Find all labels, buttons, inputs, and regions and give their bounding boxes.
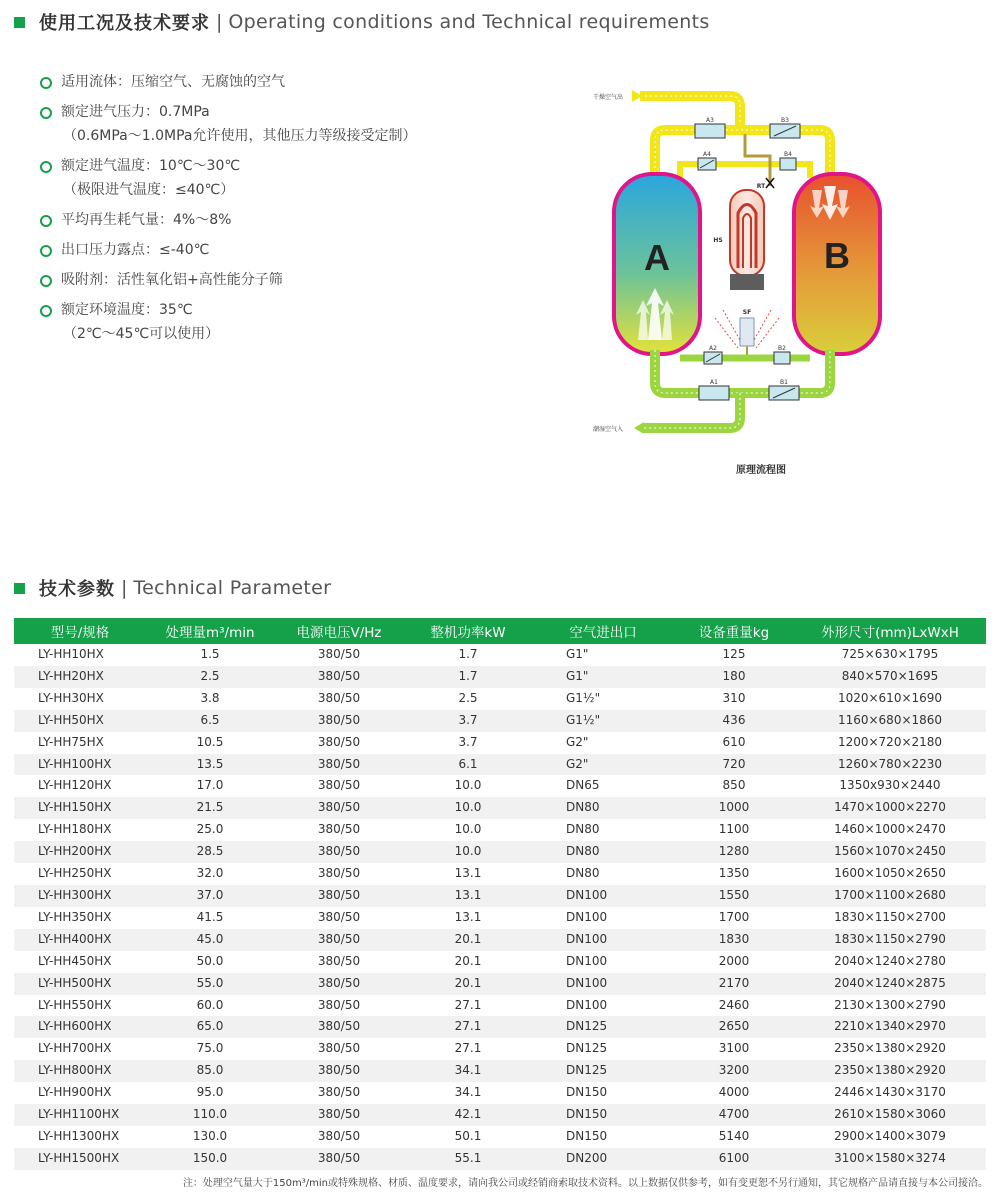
table-cell: 850	[722, 778, 746, 793]
circle-bullet-icon	[40, 161, 52, 173]
table-cell: 1830×1150×2700	[834, 909, 946, 924]
table-row	[14, 863, 986, 885]
table-cell: DN80	[566, 866, 600, 881]
footnote: 注：处理空气量大于150m³/min或特殊规格、材质、温度要求，请向我公司或经销商索取技术资料。以上数据仅供参考，如有变更恕不另行通知，其它规格产品请直接与本公司接洽。	[182, 1178, 988, 1189]
outlet-label: 干燥空气出	[592, 94, 624, 101]
table-cell: 380/50	[274, 1148, 404, 1170]
table-cell: 3200	[674, 1060, 794, 1082]
table-cell: 380/50	[317, 1041, 361, 1056]
column-header: 外形尺寸(mm)LxWxH	[794, 618, 986, 644]
condition-sub: （极限进气温度：≤40℃）	[63, 182, 235, 198]
table-cell: 2446×1430×3170	[834, 1085, 946, 1100]
table-cell: 2.5	[146, 666, 274, 688]
table-row	[14, 775, 986, 797]
heater	[713, 178, 774, 290]
condition-item	[40, 268, 560, 292]
table-cell: 380/50	[317, 997, 361, 1012]
table-row	[14, 1082, 986, 1104]
table-cell: DN150	[532, 1104, 674, 1126]
table-cell: 3100	[718, 1041, 750, 1056]
tower-b-label: B	[824, 235, 850, 276]
table-cell: 41.5	[196, 909, 224, 924]
table-cell: 380/50	[317, 778, 361, 793]
table-cell: 6.1	[404, 754, 532, 776]
table-cell: 380/50	[317, 953, 361, 968]
diagram-caption: 原理流程图	[736, 465, 786, 476]
table-cell: DN100	[566, 997, 608, 1012]
table-cell: 380/50	[274, 797, 404, 819]
table-cell: 380/50	[317, 1085, 361, 1100]
table-cell: DN100	[532, 973, 674, 995]
valve-a3	[695, 117, 725, 138]
condition-item	[40, 100, 560, 148]
table-cell: 1160×680×1860	[794, 710, 986, 732]
table-cell: 13.1	[404, 885, 532, 907]
table-cell: 45.0	[146, 929, 274, 951]
table-cell: DN80	[532, 841, 674, 863]
table-cell: 380/50	[274, 929, 404, 951]
table-cell: LY-HH550HX	[38, 997, 112, 1012]
table-cell: 1280	[674, 841, 794, 863]
table-cell: DN100	[532, 885, 674, 907]
table-row	[14, 644, 986, 666]
section-bullet-square	[14, 583, 25, 594]
table-cell: 380/50	[274, 1104, 404, 1126]
table-row	[14, 797, 986, 819]
table-cell: 10.5	[196, 734, 224, 749]
table-cell: DN80	[566, 822, 600, 837]
table-cell: LY-HH120HX	[38, 778, 112, 793]
table-cell: 1350x930×2440	[839, 778, 941, 793]
table-cell: 4700	[674, 1104, 794, 1126]
table-cell: LY-HH350HX	[38, 909, 112, 924]
tower-b	[794, 174, 880, 354]
table-row	[14, 929, 986, 951]
table-cell: DN100	[532, 929, 674, 951]
table-cell: DN200	[532, 1148, 674, 1170]
condition-item	[40, 298, 560, 346]
table-cell: DN125	[532, 1060, 674, 1082]
table-cell: DN100	[566, 909, 608, 924]
valve-b3	[770, 117, 800, 138]
table-cell: LY-HH500HX	[14, 973, 146, 995]
down-arrows-icon	[810, 186, 850, 220]
table-cell: 85.0	[146, 1060, 274, 1082]
table-cell: 13.1	[454, 909, 482, 924]
condition-label: 额定进气温度：10℃～30℃	[61, 158, 241, 174]
condition-sub: （2℃～45℃可以使用）	[63, 326, 220, 342]
table-cell: 10.0	[454, 778, 482, 793]
table-cell: 1200×720×2180	[837, 734, 943, 749]
rt-label: RT	[756, 183, 766, 190]
valve-a4	[698, 151, 716, 170]
circle-bullet-icon	[40, 245, 52, 257]
table-row	[14, 666, 986, 688]
table-cell: 1.7	[458, 647, 478, 661]
table-cell: LY-HH180HX	[38, 822, 112, 837]
table-cell: 380/50	[274, 1016, 404, 1038]
table-cell: 1.5	[200, 647, 220, 661]
table-cell: LY-HH600HX	[14, 1016, 146, 1038]
table-cell: LY-HH200HX	[14, 841, 146, 863]
table-cell: 150.0	[146, 1148, 274, 1170]
table-cell: 34.1	[454, 1085, 482, 1100]
table-cell: 380/50	[274, 1060, 404, 1082]
column-header: 电源电压V/Hz	[274, 618, 404, 644]
silencer	[715, 309, 779, 356]
valve-b2	[774, 345, 790, 364]
table-cell: 17.0	[196, 778, 224, 793]
table-cell: G1½"	[566, 690, 601, 705]
column-header: 处理量m³/min	[146, 618, 274, 644]
table-cell: 380/50	[317, 647, 361, 661]
table-cell: 2900×1400×3079	[834, 1128, 946, 1143]
table-cell: 6.5	[146, 710, 274, 732]
table-cell: 610	[722, 734, 746, 749]
table-cell: 6100	[674, 1148, 794, 1170]
table-cell: LY-HH20HX	[14, 666, 146, 688]
valve-b1	[769, 379, 799, 400]
table-cell: 20.1	[404, 973, 532, 995]
section-title-zh: 技术参数	[39, 579, 115, 600]
table-row	[14, 1126, 986, 1148]
table-cell: 13.1	[454, 866, 482, 881]
section-separator: |	[216, 11, 223, 33]
valve-label: B4	[784, 151, 792, 158]
table-cell: 95.0	[196, 1085, 224, 1100]
table-cell: 380/50	[274, 841, 404, 863]
table-cell: 1350	[718, 866, 750, 881]
table-cell: 2210×1340×2970	[794, 1016, 986, 1038]
table-cell: 2130×1300×2790	[834, 997, 946, 1012]
table-cell: 4000	[718, 1085, 750, 1100]
table-cell: 380/50	[274, 710, 404, 732]
table-cell: DN150	[566, 1085, 608, 1100]
section-bullet-square	[14, 17, 25, 28]
table-cell: 1000	[674, 797, 794, 819]
table-cell: G1"	[566, 647, 589, 661]
circle-bullet-icon	[40, 275, 52, 287]
table-cell: 2650	[674, 1016, 794, 1038]
flow-diagram	[580, 78, 900, 478]
table-cell: 3.7	[404, 710, 532, 732]
valve-b4	[780, 151, 796, 170]
inlet-label: 潮湿空气入	[592, 426, 624, 433]
table-cell: LY-HH1100HX	[14, 1104, 146, 1126]
table-cell: LY-HH30HX	[38, 690, 104, 705]
table-cell: 1830×1150×2790	[794, 929, 986, 951]
section-header-parameters	[14, 575, 331, 601]
table-cell: 380/50	[317, 822, 361, 837]
table-row	[14, 688, 986, 710]
table-cell: 1550	[674, 885, 794, 907]
table-row	[14, 973, 986, 995]
table-cell: 2170	[674, 973, 794, 995]
table-cell: LY-HH450HX	[38, 953, 112, 968]
table-header-row	[14, 618, 986, 644]
bottom-manifold-pipe	[634, 350, 830, 434]
table-cell: LY-HH10HX	[38, 647, 104, 661]
table-cell: 25.0	[196, 822, 224, 837]
condition-sub: （0.6MPa～1.0MPa允许使用，其他压力等级接受定制）	[63, 128, 417, 144]
column-header: 空气进出口	[532, 618, 674, 644]
tower-a	[614, 174, 700, 354]
table-row	[14, 1060, 986, 1082]
table-cell: 3100×1580×3274	[794, 1148, 986, 1170]
table-cell: 10.0	[454, 822, 482, 837]
table-cell: 10.0	[404, 841, 532, 863]
table-cell: 380/50	[317, 1128, 361, 1143]
table-cell: 110.0	[146, 1104, 274, 1126]
table-cell: 130.0	[192, 1128, 228, 1143]
table-cell: 1020×610×1690	[837, 690, 943, 705]
table-cell: DN65	[566, 778, 600, 793]
table-cell: 2040×1240×2780	[834, 953, 946, 968]
table-cell: DN150	[566, 1128, 608, 1143]
heater-label: HS	[713, 237, 723, 244]
condition-label: 吸附剂：活性氧化铝+高性能分子筛	[61, 272, 283, 288]
table-cell: 1470×1000×2270	[794, 797, 986, 819]
section-title-en: Technical Parameter	[133, 577, 332, 599]
table-row	[14, 732, 986, 754]
table-cell: 380/50	[317, 866, 361, 881]
table-cell: 50.0	[196, 953, 224, 968]
table-cell: 380/50	[317, 734, 361, 749]
table-cell: 60.0	[196, 997, 224, 1012]
condition-label: 出口压力露点：≤-40℃	[61, 242, 210, 258]
table-cell: 21.5	[146, 797, 274, 819]
table-cell: DN80	[532, 797, 674, 819]
table-cell: 27.1	[454, 1041, 482, 1056]
table-cell: G1"	[532, 666, 674, 688]
table-cell: LY-HH400HX	[14, 929, 146, 951]
table-cell: 1.7	[404, 666, 532, 688]
table-row	[14, 1148, 986, 1170]
table-cell: LY-HH1300HX	[38, 1128, 120, 1143]
table-cell: 1700	[718, 909, 750, 924]
table-cell: 2000	[718, 953, 750, 968]
table-cell: 34.1	[404, 1060, 532, 1082]
table-cell: 380/50	[274, 885, 404, 907]
table-cell: 10.0	[404, 797, 532, 819]
table-cell: G2"	[532, 754, 674, 776]
table-cell: 37.0	[146, 885, 274, 907]
table-cell: DN125	[566, 1041, 608, 1056]
section-header-conditions	[14, 9, 710, 35]
table-cell: 2.5	[458, 690, 478, 705]
table-cell: 720	[674, 754, 794, 776]
table-cell: 2610×1580×3060	[794, 1104, 986, 1126]
table-row	[14, 995, 986, 1017]
valve-label: B2	[778, 345, 786, 352]
condition-item	[40, 238, 560, 262]
valve-label: A3	[706, 117, 714, 124]
circle-bullet-icon	[40, 107, 52, 119]
table-cell: 2460	[718, 997, 750, 1012]
table-cell: 380/50	[274, 973, 404, 995]
table-cell: 840×570×1695	[794, 666, 986, 688]
condition-label: 适用流体：压缩空气、无腐蚀的空气	[61, 74, 285, 90]
table-cell: 3.8	[200, 690, 220, 705]
table-cell: 27.1	[404, 1016, 532, 1038]
table-row	[14, 1016, 986, 1038]
table-row	[14, 754, 986, 776]
valve-label: A2	[709, 345, 717, 352]
valve-a1	[699, 379, 729, 400]
table-row	[14, 1104, 986, 1126]
table-cell: 1460×1000×2470	[834, 822, 946, 837]
table-cell: G2"	[566, 734, 589, 749]
section-separator: |	[121, 577, 128, 599]
column-header: 设备重量kg	[674, 618, 794, 644]
valve-label: A1	[710, 379, 718, 386]
table-cell: 28.5	[146, 841, 274, 863]
table-cell: 42.1	[404, 1104, 532, 1126]
table-cell: 310	[722, 690, 746, 705]
table-cell: 380/50	[274, 666, 404, 688]
table-row	[14, 819, 986, 841]
table-cell: LY-HH300HX	[14, 885, 146, 907]
table-cell: 1560×1070×2450	[794, 841, 986, 863]
circle-bullet-icon	[40, 215, 52, 227]
column-header: 型号/规格	[14, 618, 146, 644]
parameter-table	[14, 618, 986, 1170]
table-cell: 725×630×1795	[841, 647, 939, 661]
table-cell: 55.0	[146, 973, 274, 995]
table-cell: 125	[722, 647, 746, 661]
table-cell: 75.0	[196, 1041, 224, 1056]
circle-bullet-icon	[40, 305, 52, 317]
circle-bullet-icon	[40, 77, 52, 89]
table-cell: 1700×1100×2680	[794, 885, 986, 907]
table-row	[14, 885, 986, 907]
table-cell: 2350×1380×2920	[834, 1041, 946, 1056]
condition-item	[40, 208, 560, 232]
table-cell: 20.1	[404, 929, 532, 951]
table-cell: LY-HH900HX	[38, 1085, 112, 1100]
tower-a-label: A	[644, 237, 670, 278]
table-cell: LY-HH75HX	[38, 734, 104, 749]
table-cell: 27.1	[454, 997, 482, 1012]
section-title-en: Operating conditions and Technical requirements	[228, 11, 710, 33]
valve-label: B3	[781, 117, 789, 124]
valve-label: B1	[780, 379, 788, 386]
table-cell: 32.0	[196, 866, 224, 881]
table-cell: 380/50	[317, 909, 361, 924]
table-cell: 1600×1050×2650	[834, 866, 946, 881]
table-cell: DN100	[566, 953, 608, 968]
condition-label: 额定进气压力：0.7MPa	[61, 104, 210, 120]
inlet-arrow-icon	[634, 422, 644, 434]
column-header: 整机功率kW	[404, 618, 532, 644]
table-row	[14, 841, 986, 863]
table-cell: LY-HH1500HX	[14, 1148, 146, 1170]
table-row	[14, 710, 986, 732]
condition-label: 平均再生耗气量：4%～8%	[61, 212, 232, 228]
table-cell: LY-HH100HX	[14, 754, 146, 776]
condition-item	[40, 70, 560, 94]
table-cell: 20.1	[454, 953, 482, 968]
table-cell: 2040×1240×2875	[794, 973, 986, 995]
table-row	[14, 951, 986, 973]
table-cell: 1100	[718, 822, 750, 837]
table-cell: 50.1	[454, 1128, 482, 1143]
valve-a2	[704, 345, 722, 364]
table-cell: G1½"	[532, 710, 674, 732]
table-cell: 3.7	[458, 734, 478, 749]
table-cell: 436	[674, 710, 794, 732]
table-cell: 13.5	[146, 754, 274, 776]
table-cell: 1260×780×2230	[794, 754, 986, 776]
conditions-list	[40, 70, 560, 352]
table-cell: LY-HH700HX	[38, 1041, 112, 1056]
table-cell: 380/50	[274, 754, 404, 776]
section-title-zh: 使用工况及技术要求	[39, 13, 210, 34]
table-cell: 1830	[674, 929, 794, 951]
table-cell: 2350×1380×2920	[794, 1060, 986, 1082]
table-cell: LY-HH50HX	[14, 710, 146, 732]
table-cell: 65.0	[146, 1016, 274, 1038]
table-cell: 5140	[718, 1128, 750, 1143]
valve-label: A4	[703, 151, 711, 158]
sf-label: SF	[742, 309, 752, 316]
condition-item	[40, 154, 560, 202]
table-row	[14, 1038, 986, 1060]
table-body	[14, 644, 986, 1170]
table-cell: LY-HH800HX	[14, 1060, 146, 1082]
table-cell: 380/50	[317, 690, 361, 705]
table-cell: 55.1	[404, 1148, 532, 1170]
table-cell: LY-HH150HX	[14, 797, 146, 819]
outlet-pipe	[632, 90, 740, 126]
table-cell: DN125	[532, 1016, 674, 1038]
table-cell: 180	[674, 666, 794, 688]
table-row	[14, 907, 986, 929]
condition-label: 额定环境温度：35℃	[61, 302, 193, 318]
table-cell: LY-HH250HX	[38, 866, 112, 881]
